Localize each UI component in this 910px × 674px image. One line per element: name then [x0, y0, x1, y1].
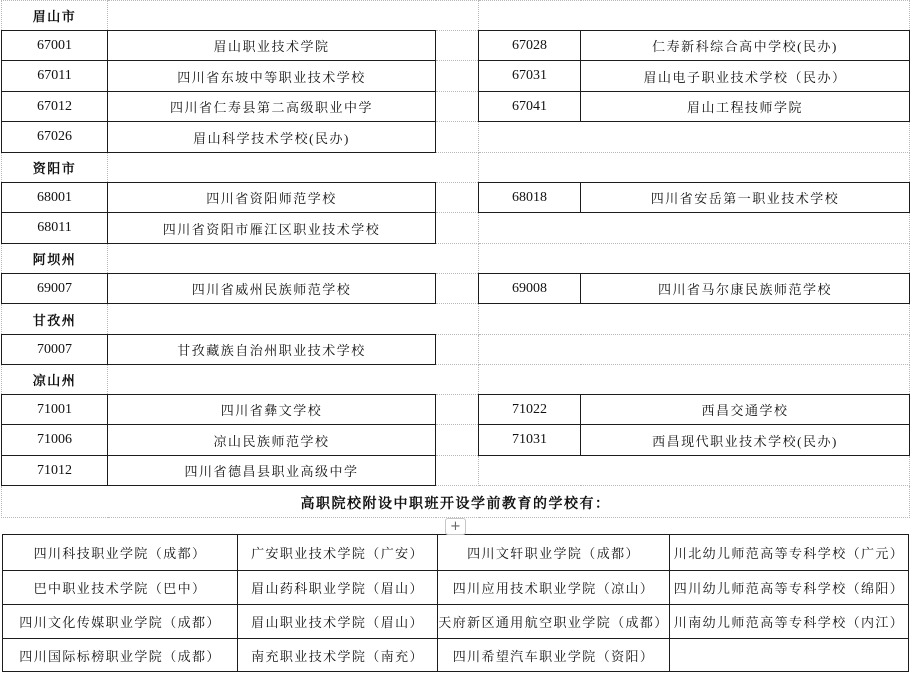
empty-cell[interactable] [108, 153, 479, 183]
school-code-cell[interactable]: 68018 [479, 183, 581, 213]
empty-cell[interactable] [108, 244, 479, 274]
school-code-cell[interactable]: 71006 [2, 425, 108, 456]
empty-cell[interactable] [108, 365, 479, 395]
school-code-cell[interactable]: 67012 [2, 92, 108, 122]
school-name-cell[interactable]: 四川省仁寿县第二高级职业中学 [108, 92, 436, 122]
college-cell[interactable]: 眉山药科职业学院（眉山） [238, 571, 438, 605]
school-code-cell[interactable]: 71012 [2, 456, 108, 486]
spacer-cell[interactable] [436, 274, 479, 304]
empty-cell[interactable] [108, 1, 479, 31]
spacer-cell[interactable] [436, 395, 479, 425]
region-header-row [2, 304, 910, 335]
school-code-cell[interactable]: 70007 [2, 335, 108, 365]
school-name-cell[interactable]: 眉山科学技术学校(民办) [108, 122, 436, 153]
region-label[interactable]: 眉山市 [2, 1, 108, 31]
school-row [2, 61, 910, 92]
school-name-cell[interactable]: 仁寿新科综合高中学校(民办) [581, 31, 910, 61]
school-name-cell[interactable]: 四川省马尔康民族师范学校 [581, 274, 910, 304]
spacer-cell[interactable] [436, 122, 479, 153]
region-header-row [2, 365, 910, 395]
college-cell[interactable]: 四川国际标榜职业学院（成都） [3, 639, 238, 672]
empty-cell[interactable] [479, 365, 910, 395]
college-cell[interactable]: 川南幼儿师范高等专科学校（内江） [670, 605, 909, 639]
school-row [2, 213, 910, 244]
school-code-cell[interactable]: 67031 [479, 61, 581, 92]
college-row [3, 535, 909, 571]
school-row [2, 183, 910, 213]
school-code-cell[interactable]: 67026 [2, 122, 108, 153]
empty-cell[interactable] [479, 335, 910, 365]
school-code-cell[interactable]: 69007 [2, 274, 108, 304]
section-heading-row [2, 486, 910, 518]
spacer-cell[interactable] [436, 183, 479, 213]
school-row [2, 335, 910, 365]
college-cell[interactable]: 四川文轩职业学院（成都） [438, 535, 670, 571]
spacer-cell[interactable] [436, 92, 479, 122]
spacer-cell[interactable] [436, 335, 479, 365]
college-row [3, 605, 909, 639]
school-name-cell[interactable]: 眉山电子职业技术学校（民办） [581, 61, 910, 92]
college-row [3, 571, 909, 605]
college-cell[interactable]: 四川应用技术职业学院（凉山） [438, 571, 670, 605]
empty-cell[interactable] [479, 244, 910, 274]
school-code-table [1, 0, 910, 518]
region-label[interactable]: 阿坝州 [2, 244, 108, 274]
region-label[interactable]: 资阳市 [2, 153, 108, 183]
college-cell[interactable]: 天府新区通用航空职业学院（成都） [438, 605, 670, 639]
school-name-cell[interactable]: 眉山职业技术学院 [108, 31, 436, 61]
spacer-cell[interactable] [436, 61, 479, 92]
school-name-cell[interactable]: 四川省资阳师范学校 [108, 183, 436, 213]
school-code-cell[interactable]: 68011 [2, 213, 108, 244]
school-name-cell[interactable]: 甘孜藏族自治州职业技术学校 [108, 335, 436, 365]
school-row [2, 425, 910, 456]
spacer-cell[interactable] [436, 213, 479, 244]
region-header-row [2, 1, 910, 31]
school-name-cell[interactable]: 凉山民族师范学校 [108, 425, 436, 456]
school-name-cell[interactable]: 四川省资阳市雁江区职业技术学校 [108, 213, 436, 244]
school-code-cell[interactable]: 67028 [479, 31, 581, 61]
school-row [2, 122, 910, 153]
section-heading[interactable]: 高职院校附设中职班开设学前教育的学校有： [2, 486, 910, 518]
college-cell[interactable]: 四川文化传媒职业学院（成都） [3, 605, 238, 639]
empty-cell[interactable] [108, 304, 479, 335]
school-name-cell[interactable]: 四川省德昌县职业高级中学 [108, 456, 436, 486]
college-cell[interactable]: 眉山职业技术学院（眉山） [238, 605, 438, 639]
school-code-cell[interactable]: 67041 [479, 92, 581, 122]
school-name-cell[interactable]: 眉山工程技师学院 [581, 92, 910, 122]
add-row-button[interactable]: + [445, 518, 466, 535]
college-cell[interactable]: 四川科技职业学院（成都） [3, 535, 238, 571]
region-label[interactable]: 凉山州 [2, 365, 108, 395]
school-code-cell[interactable]: 67011 [2, 61, 108, 92]
empty-cell[interactable] [479, 456, 910, 486]
school-name-cell[interactable]: 西昌交通学校 [581, 395, 910, 425]
college-cell[interactable]: 广安职业技术学院（广安） [238, 535, 438, 571]
school-code-cell[interactable]: 68001 [2, 183, 108, 213]
empty-cell[interactable] [670, 639, 909, 672]
school-code-cell[interactable]: 71031 [479, 425, 581, 456]
school-row [2, 92, 910, 122]
college-row [3, 639, 909, 672]
school-code-cell[interactable]: 67001 [2, 31, 108, 61]
region-label[interactable]: 甘孜州 [2, 304, 108, 335]
college-cell[interactable]: 四川希望汽车职业学院（资阳） [438, 639, 670, 672]
school-name-cell[interactable]: 四川省威州民族师范学校 [108, 274, 436, 304]
college-cell[interactable]: 川北幼儿师范高等专科学校（广元） [670, 535, 909, 571]
school-name-cell[interactable]: 四川省东坡中等职业技术学校 [108, 61, 436, 92]
school-code-cell[interactable]: 69008 [479, 274, 581, 304]
school-name-cell[interactable]: 四川省安岳第一职业技术学校 [581, 183, 910, 213]
school-row [2, 456, 910, 486]
school-name-cell[interactable]: 西昌现代职业技术学校(民办) [581, 425, 910, 456]
region-header-row [2, 153, 910, 183]
college-table [2, 534, 909, 672]
college-cell[interactable]: 南充职业技术学院（南充） [238, 639, 438, 672]
school-row [2, 274, 910, 304]
spacer-cell[interactable] [436, 456, 479, 486]
college-cell[interactable]: 巴中职业技术学院（巴中） [3, 571, 238, 605]
school-name-cell[interactable]: 四川省彝文学校 [108, 395, 436, 425]
college-cell[interactable]: 四川幼儿师范高等专科学校（绵阳） [670, 571, 909, 605]
empty-cell[interactable] [479, 153, 910, 183]
empty-cell[interactable] [479, 1, 910, 31]
school-code-cell[interactable]: 71001 [2, 395, 108, 425]
empty-cell[interactable] [479, 304, 910, 335]
empty-cell[interactable] [479, 122, 910, 153]
school-row [2, 31, 910, 61]
school-row [2, 395, 910, 425]
spacer-cell[interactable] [436, 31, 479, 61]
school-code-cell[interactable]: 71022 [479, 395, 581, 425]
empty-cell[interactable] [479, 213, 910, 244]
region-header-row [2, 244, 910, 274]
spacer-cell[interactable] [436, 425, 479, 456]
